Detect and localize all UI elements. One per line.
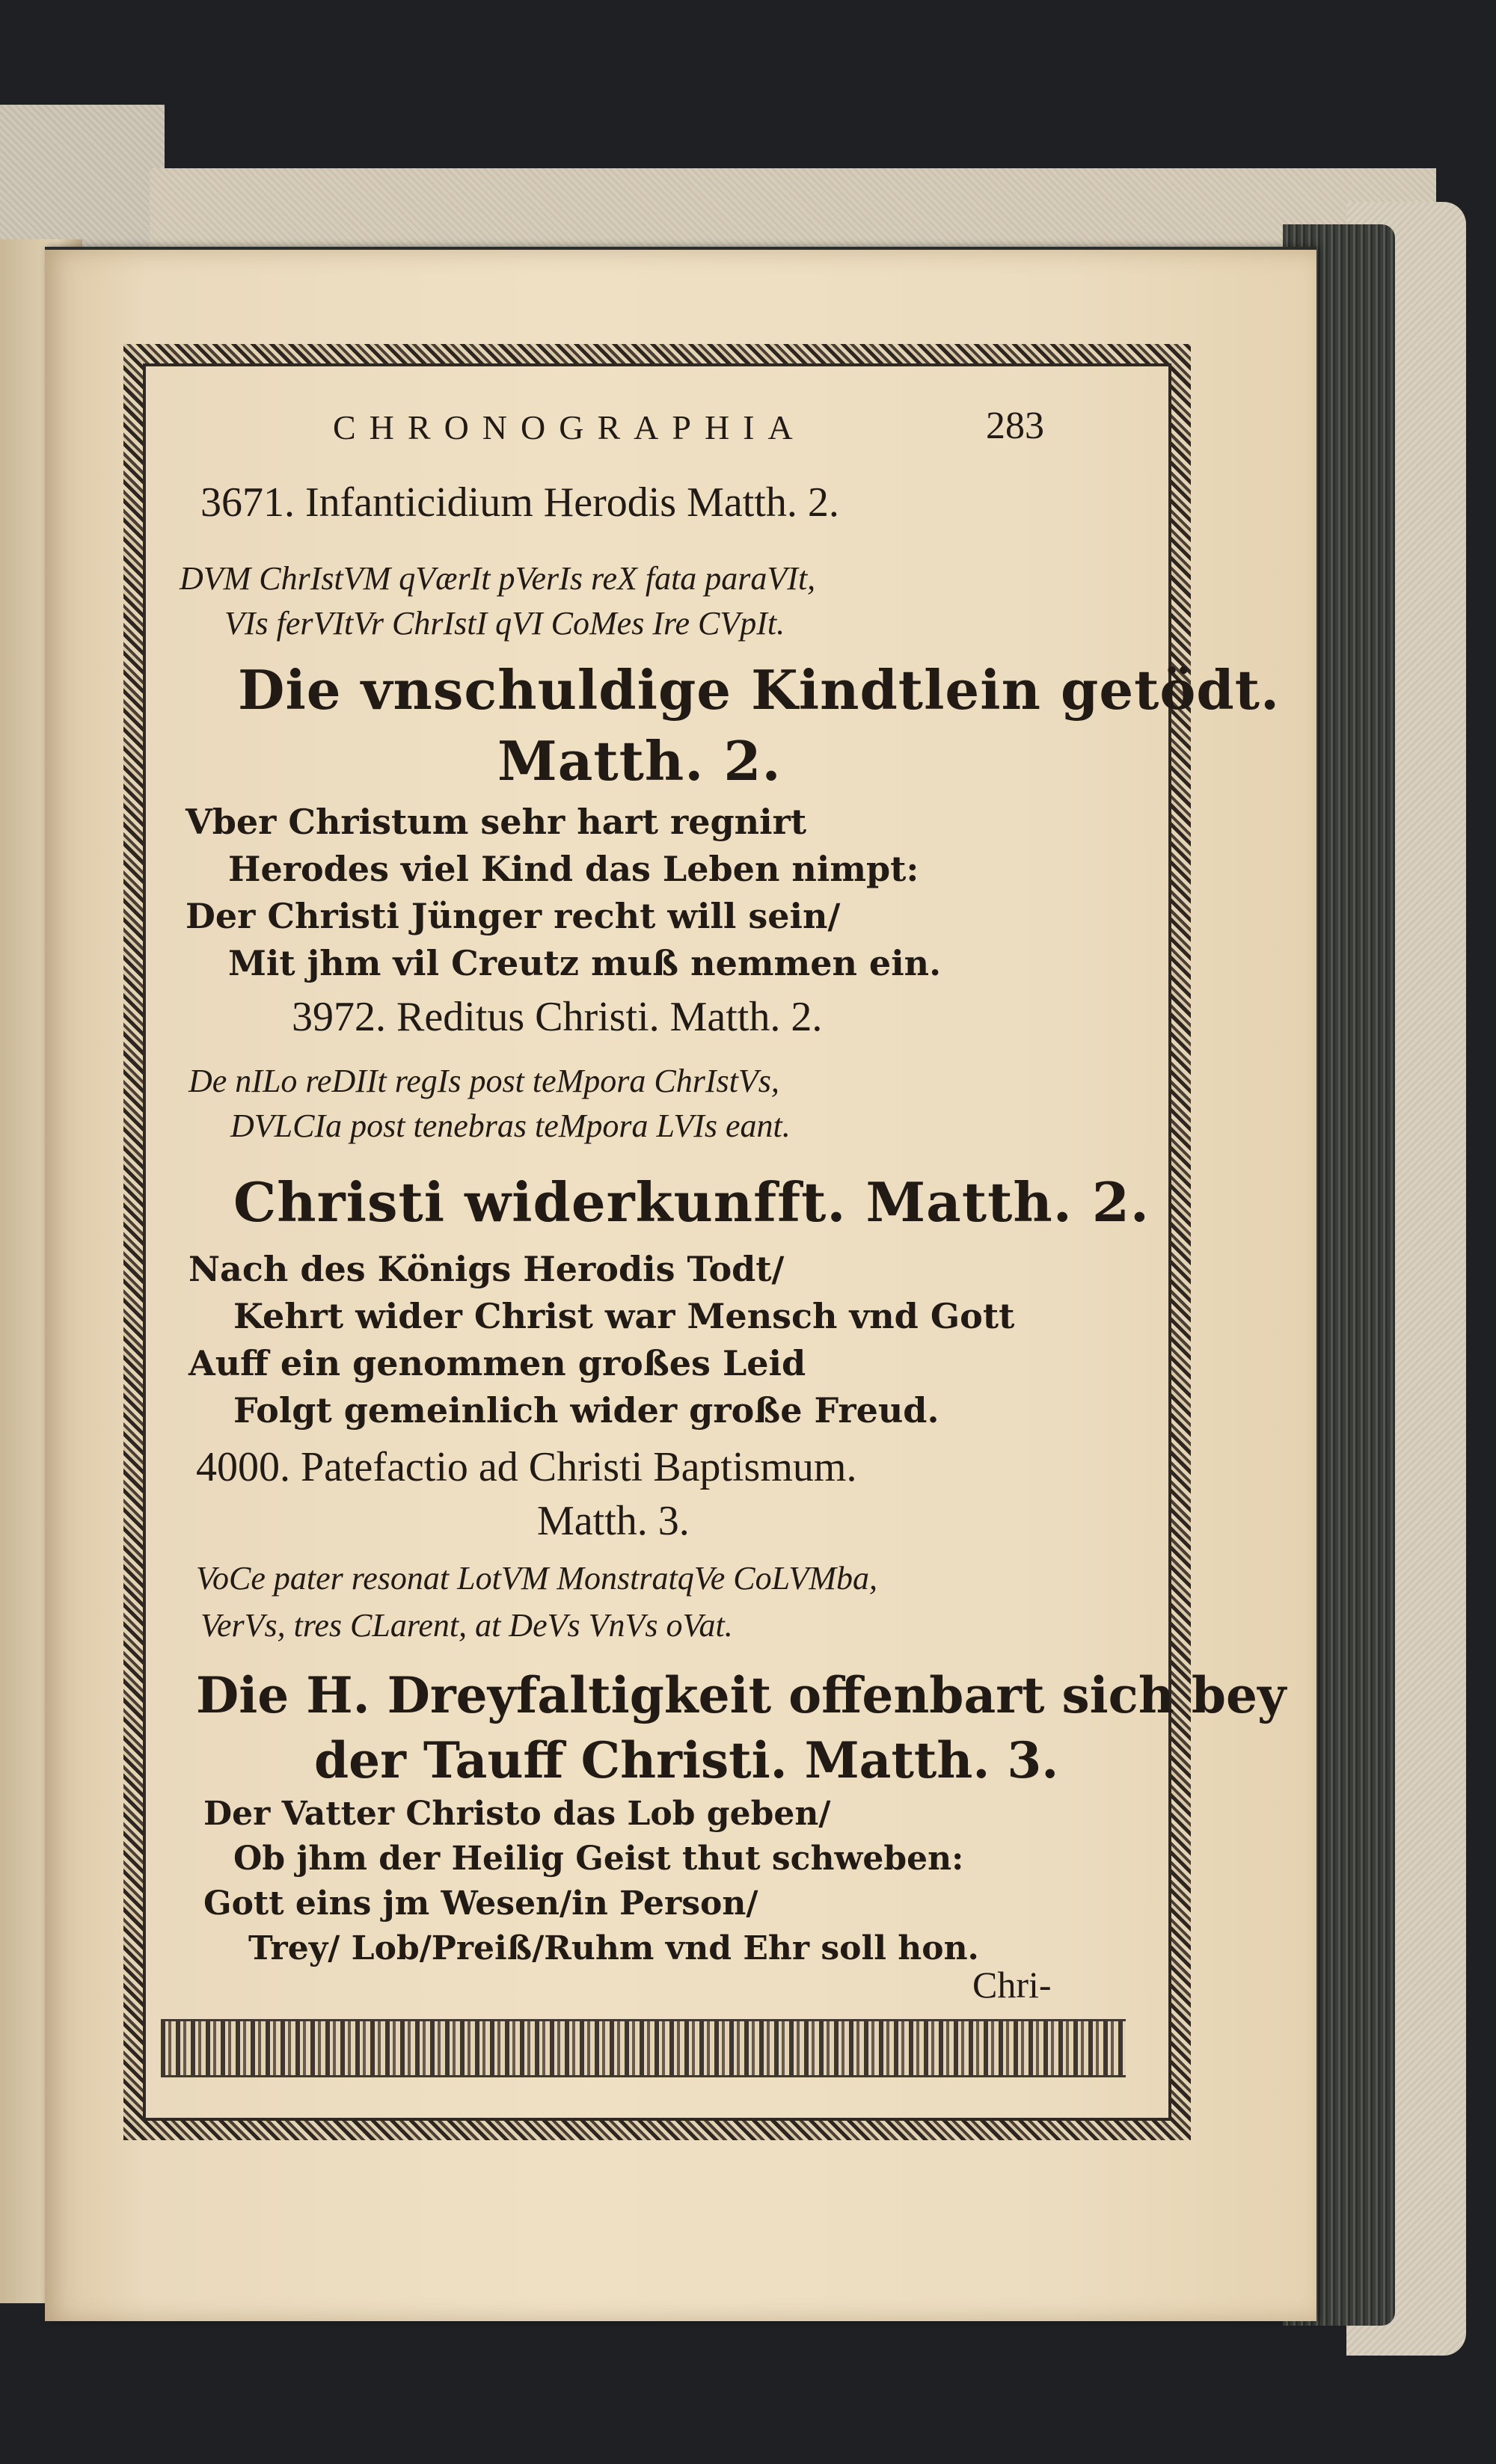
verse-line: Folgt gemeinlich wider große Freud.: [233, 1390, 939, 1431]
binding-cloth-top: [150, 168, 1436, 251]
chronogram-line: DVM ChrIstVM qVærIt pVerIs reX fata paraVIt,: [180, 560, 816, 597]
chronogram-line: VerVs, tres CLarent, at DeVs VnVs oVat.: [200, 1607, 733, 1644]
catchword: Chri-: [972, 1964, 1052, 2006]
chronogram-line: DVLCIa post tenebras teMpora LVIs eant.: [230, 1107, 791, 1144]
chronogram-line: VoCe pater resonat LotVM MonstratqVe CoLVMba,: [196, 1560, 877, 1597]
verse-line: Auff ein genommen großes Leid: [188, 1343, 806, 1383]
verse-line: Kehrt wider Christ war Mensch vnd Gott: [233, 1296, 1015, 1336]
verse-line: Mit jhm vil Creutz muß nemmen ein.: [228, 943, 942, 983]
verse-line: Ob jhm der Heilig Geist thut schweben:: [233, 1840, 964, 1878]
verse-line: Vber Christum sehr hart regnirt: [186, 802, 807, 842]
german-title: Christi widerkunfft. Matth. 2.: [233, 1170, 1150, 1234]
running-title: CHRONOGRAPHIA: [333, 408, 806, 446]
german-title: der Tauff Christi. Matth. 3.: [314, 1731, 1059, 1789]
german-title: Die H. Dreyfaltigkeit offenbart sich bey: [196, 1666, 1287, 1724]
section-heading: 3972. Reditus Christi. Matth. 2.: [292, 994, 823, 1040]
chronogram-line: De nILo reDIIt regIs post teMpora ChrIstVs,: [188, 1063, 779, 1099]
german-title: Matth. 2.: [497, 729, 782, 793]
verse-line: Der Christi Jünger recht will sein/: [186, 896, 841, 936]
german-title: Die vnschuldige Kindtlein getödt.: [238, 658, 1281, 722]
verse-line: Gott eins jm Wesen/in Person/: [203, 1884, 758, 1923]
page-number: 283: [986, 405, 1044, 447]
chronogram-line: VIs ferVItVr ChrIstI qVI CoMes Ire CVpIt.: [224, 605, 785, 642]
section-heading: 3671. Infanticidium Herodis Matth. 2.: [200, 479, 839, 526]
verse-line: Trey/ Lob/Preiß/Ruhm vnd Ehr soll hon.: [248, 1929, 979, 1967]
bottom-ornament: [161, 2019, 1126, 2077]
verse-line: Nach des Königs Herodis Todt/: [188, 1249, 785, 1289]
verse-line: Der Vatter Christo das Lob geben/: [203, 1795, 831, 1833]
binding-cloth: [0, 105, 165, 262]
verse-line: Herodes viel Kind das Leben nimpt:: [228, 849, 919, 889]
section-heading: 4000. Patefactio ad Christi Baptismum.: [196, 1444, 857, 1490]
section-heading-cont: Matth. 3.: [537, 1498, 690, 1544]
